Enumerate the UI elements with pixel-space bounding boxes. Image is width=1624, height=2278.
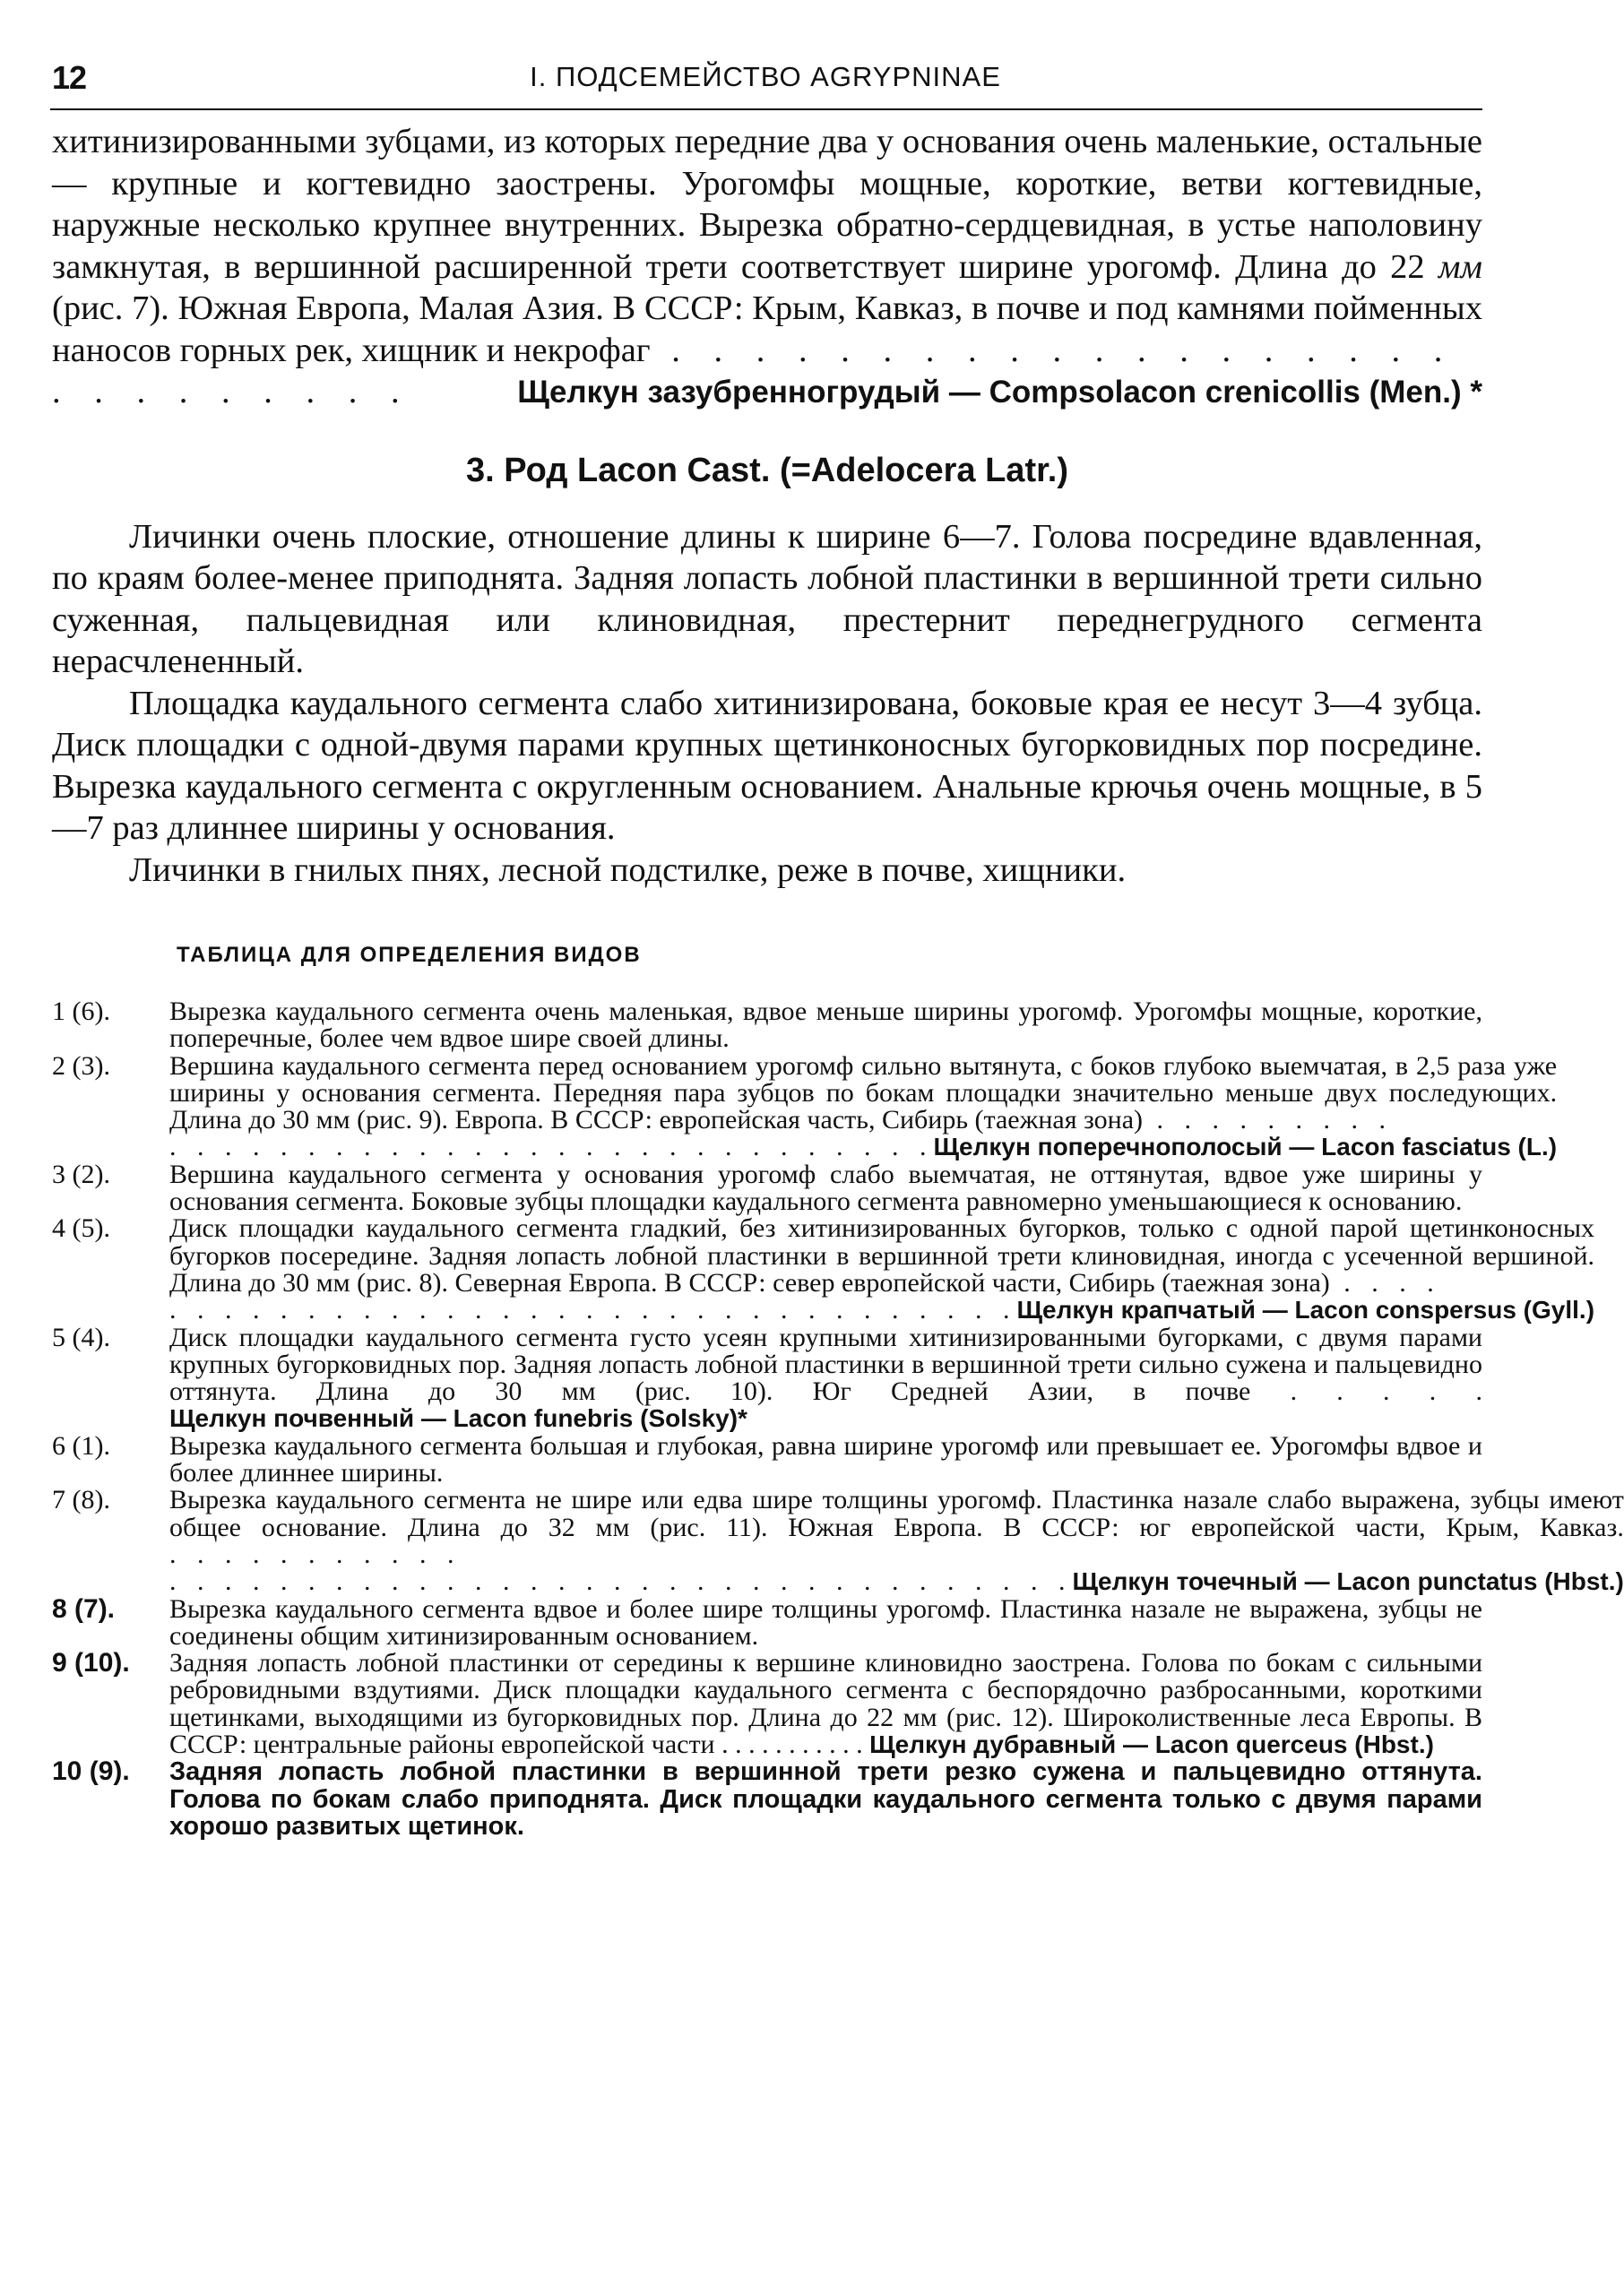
couplet-text: Диск площадки каудального сегмента густо усеян крупными хитинизированными бугорками, с двумя парами крупных бугорковидных пор. Задняя лопасть лобной пластинки в вершинной трети сильно сужена и пальцевидно оттянута. Длина до 30 мм (рис. 10). Юг Средней Азии, в почве bbox=[169, 1322, 1482, 1407]
key-couplet bbox=[52, 1430, 1482, 1488]
couplet-number: 5 (4). bbox=[52, 1322, 110, 1352]
key-couplet: 5 (4). Диск площадки каудального сегмента густо усеян крупными хитинизированными бугорками, с двумя парами крупных бугорковидных пор. Задняя лопасть лобной пластинки в вершинной трети сильно сужена и пальцевидно оттянута. Длина до 30 мм (рис. 10). Юг Средней Азии, в почве . . . . . Щелкун почвенный — Lacon funebris (Solsky)* bbox=[52, 1322, 1482, 1433]
couplet-text: Задняя лопасть лобной пластинки от середины к вершине клиновидно заострена. Голова по бокам с сильными ребровидными вздутиями. Диск площадки каудального сегмента с беспорядочно разбросанными, короткими щетинками, выходящими из бугорковидных пор. Длина до 22 мм (рис. 12). Широколиственные леса Европы. В СССР: центральные районы европейской части bbox=[169, 1648, 1482, 1760]
couplet-text: Вырезка каудального сегмента не шире или едва шире толщины урогомф. Пластинка назале слабо выражена, зубцы имеют общее основание. Длина до 32 мм (рис. 11). Южная Европа. В СССР: юг европейской части, Крым, Кавказ. bbox=[169, 1485, 1624, 1542]
species-name: Щелкун поперечнополосый — Lacon fasciatus (L.) bbox=[933, 1133, 1558, 1161]
couplet-text: Диск площадки каудального сегмента гладкий, без хитинизированных бугорков, только с одной парой щетинконосных бугорков посередине. Задняя лопасть лобной пластинки в вершинной трети клиновидная, иногда с усеченной вершиной. Длина до 30 мм (рис. 8). Северная Европа. В СССР: север европейской части, Сибирь (таежная зона) bbox=[169, 1213, 1595, 1298]
header-rule bbox=[50, 108, 1482, 110]
key-table-title: ТАБЛИЦА ДЛЯ ОПРЕДЕЛЕНИЯ ВИДОВ bbox=[177, 943, 642, 967]
couplet-text: Вырезка каудального сегмента вдвое и более шире толщины урогомф. Пластинка назале не выражена, зубцы не соединены общим хитинизированным основанием. bbox=[169, 1593, 1482, 1651]
key-couplet bbox=[52, 1758, 1482, 1840]
couplet-number: 8 (7). bbox=[52, 1593, 116, 1624]
couplet-number: 6 (1). bbox=[52, 1430, 110, 1461]
species-name: Щелкун крапчатый — Lacon conspersus (Gyll.) bbox=[1016, 1296, 1595, 1325]
continued-entry-text: хитинизированными зубцами, из которых передние два у основания очень маленькие, остальные — крупные и когтевидно заострены. Урогомфы мощные, короткие, ветви когтевидные, наружные несколько крупнее внутренних. Вырезка обратно-сердцевидная, в устье наполовину замкнутая, в вершинной расширенной трети соответствует ширине урогомф. Длина до 22 мм (рис. 7). Южная Европа, Малая Азия. В СССР: Крым, Кавказ, в почве и под камнями пойменных наносов горных рек, хищник и некрофаг . . . . . . . . . . . . . . . . . . . bbox=[52, 123, 1482, 369]
species-name: Щелкун зазубренногрудый — Compsolacon crenicollis (Men.) * bbox=[517, 375, 1482, 410]
couplet-number: 4 (5). bbox=[52, 1213, 110, 1244]
genus-paragraph: Площадка каудального сегмента слабо хитинизирована, боковые края ее несут 3—4 зубца. Диск площадки с одной-двумя парами крупных щетинконосных бугорковидных пор посредине. Вырезка каудального сегмента с округленным основанием. Анальные крючья очень мощные, в 5—7 раз длиннее ширины у основания. bbox=[52, 684, 1482, 847]
genus-heading: 3. Род Lacon Cast. (=Adelocera Latr.) bbox=[465, 451, 1069, 489]
page-number: 12 bbox=[52, 59, 87, 96]
couplet-text: Задняя лопасть лобной пластинки в вершинной трети резко сужена и пальцевидно оттянута. Голова по бокам слабо приподнята. Диск площадки каудального сегмента только с двумя парами хорошо развитых щетинок. bbox=[169, 1757, 1482, 1841]
couplet-text: Вырезка каудального сегмента очень маленькая, вдвое меньше ширины урогомф. Урогомфы мощные, короткие, поперечные, более чем вдвое шире своей длины. bbox=[169, 997, 1482, 1054]
species-name: Щелкун дубравный — Lacon quercеus (Hbst.) bbox=[869, 1730, 1434, 1759]
species-name: Щелкун точечный — Lacon punctatus (Hbst.) bbox=[1072, 1567, 1624, 1596]
key-couplet bbox=[52, 998, 1482, 1053]
couplet-text: Вершина каудального сегмента перед основанием урогомф сильно вытянута, с боков глубоко выемчатая, в 2,5 раза уже ширины у основания сегмента. Передняя пара зубцов по бокам площадки значительно меньше двух последующих. Длина до 30 мм (рис. 9). Европа. В СССР: европейская часть, Сибирь (таежная зона) bbox=[169, 1050, 1558, 1135]
key-couplet: 9 (10). Задняя лопасть лобной пластинки от середины к вершине клиновидно заострена. Голова по бокам с сильными ребровидными вздутиями. Диск площадки каудального сегмента с беспорядочно разбросанными, короткими щетинками, выходящими из бугорковидных пор. Длина до 22 мм (рис. 12). Широколиственные леса Европы. В СССР: центральные районы европейской части . . . . . . . . . . . Щелкун дубравный — Lacon quercеus (Hbst.) bbox=[52, 1648, 1482, 1760]
couplet-number: 9 (10). bbox=[52, 1648, 130, 1678]
running-title: I. ПОДСЕМЕЙСТВО AGRYPNINAE bbox=[530, 61, 1001, 92]
couplet-number: 7 (8). bbox=[52, 1485, 110, 1515]
key-couplet: 7 (8). Вырезка каудального сегмента не шире или едва шире толщины урогомф. Пластинка назале слабо выражена, зубцы имеют общее основание. Длина до 32 мм (рис. 11). Южная Европа. В СССР: юг европейской части, Крым, Кавказ. . . . . . . . . . . . . . . . . . . . . . . . . . . . . . . . . . . . . . . . . . . . . Щелкун точечный — Lacon punctatus (Hbst.) bbox=[52, 1485, 1624, 1597]
couplet-text: Вырезка каудального сегмента большая и глубокая, равна ширине урогомф или превышает ее. Урогомфы вдвое и более длиннее ширины. bbox=[169, 1430, 1482, 1488]
genus-paragraph: Личинки очень плоские, отношение длины к ширине 6—7. Голова посредине вдавленная, по краям более-менее приподнята. Задняя лопасть лобной пластинки в вершинной трети сильно суженная, пальцевидная или клиновидная, престернит переднегрудного сегмента нерасчлененный. bbox=[52, 517, 1482, 680]
key-couplet bbox=[52, 1161, 1482, 1216]
couplet-number: 10 (9). bbox=[52, 1756, 130, 1787]
key-couplet: 2 (3). Вершина каудального сегмента перед основанием урогомф сильно вытянута, с боков глубоко выемчатая, в 2,5 раза уже ширины у основания сегмента. Передняя пара зубцов по бокам площадки значительно меньше двух последующих. Длина до 30 мм (рис. 9). Европа. В СССР: европейская часть, Сибирь (таежная зона) . . . . . . . . . . . . . . . . . . . . . . . . . . . . . . . . . . . . . Щелкун поперечнополосый — Lacon fasciatus (L.) bbox=[52, 1050, 1558, 1162]
species-name: Щелкун почвенный — Lacon funebris (Solsky)* bbox=[169, 1404, 747, 1433]
page-body bbox=[52, 121, 1624, 1841]
key-couplet bbox=[52, 1593, 1482, 1651]
continued-entry-species-line: . . . . . . . . . Щелкун зазубренногрудый — Compsolacon crenicollis (Men.) * bbox=[52, 371, 1482, 414]
key-couplet: 4 (5). Диск площадки каудального сегмента гладкий, без хитинизированных бугорков, только с одной парой щетинконосных бугорков посередине. Задняя лопасть лобной пластинки в вершинной трети клиновидная, иногда с усеченной вершиной. Длина до 30 мм (рис. 8). Северная Европа. В СССР: север европейской части, Сибирь (таежная зона) . . . . . . . . . . . . . . . . . . . . . . . . . . . . . . . . . . . Щелкун крапчатый — Lacon conspersus (Gyll.) bbox=[52, 1213, 1595, 1325]
genus-paragraph: Личинки в гнилых пнях, лесной подстилке, реже в почве, хищники. bbox=[129, 850, 1127, 889]
couplet-number: 2 (3). bbox=[52, 1050, 110, 1081]
couplet-text: Вершина каудального сегмента у основания урогомф слабо выемчатая, не оттянутая, вдвое уже ширины у основания сегмента. Боковые зубцы площадки каудального сегмента равномерно уменьшающиеся к основанию. bbox=[169, 1159, 1482, 1217]
couplet-number: 3 (2). bbox=[52, 1159, 110, 1189]
couplet-number: 1 (6). bbox=[52, 997, 110, 1026]
